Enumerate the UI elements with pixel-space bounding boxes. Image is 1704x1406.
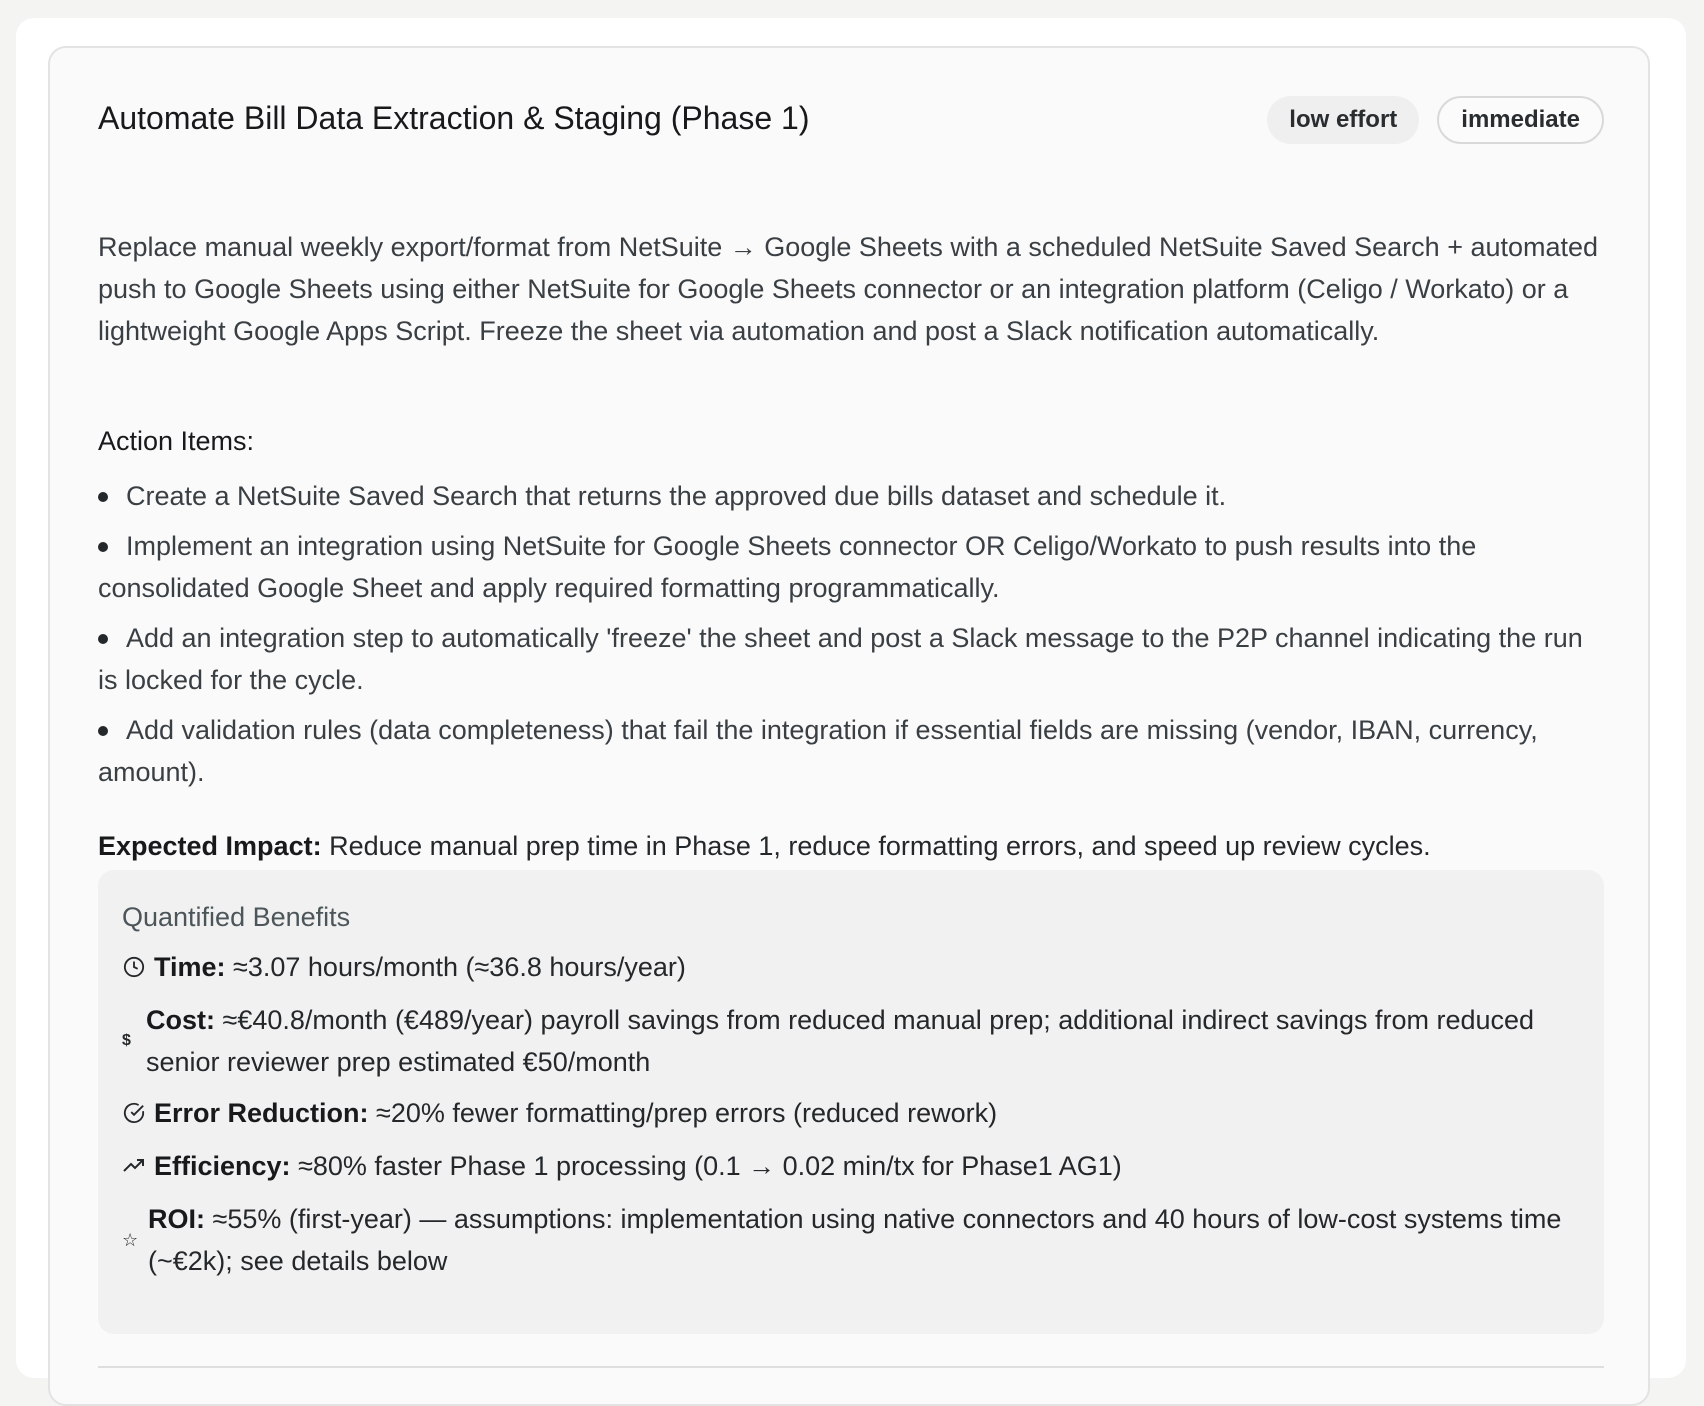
action-item: Add validation rules (data completeness) that fail the integration if essential fields are missing (vendor, IBAN, currency, amount). [98, 709, 1604, 793]
dollar-icon: $ [122, 1032, 131, 1049]
benefit-efficiency-text [154, 1145, 1122, 1187]
benefit-label: Time: [154, 952, 226, 982]
action-item: Add an integration step to automatically 'freeze' the sheet and post a Slack message to the P2P channel indicating the run is locked for the cycle. [98, 617, 1604, 701]
benefit-error-reduction-text [154, 1092, 997, 1134]
benefit-value: ≈€40.8/month (€489/year) payroll savings from reduced manual prep; additional indirect savings from reduced senior reviewer prep estimated €50/month [146, 1005, 1535, 1077]
quantified-benefits-heading: Quantified Benefits [122, 902, 351, 932]
action-item: Implement an integration using NetSuite for Google Sheets connector OR Celigo/Workato to push results into the consolidated Google Sheet and apply required formatting programmatically. [98, 525, 1604, 609]
benefit-value: ≈20% fewer formatting/prep errors (reduced rework) [376, 1098, 998, 1128]
benefit-value: ≈3.07 hours/month (≈36.8 hours/year) [233, 952, 686, 982]
star-icon: ☆ [122, 1230, 139, 1250]
clock-icon [122, 955, 146, 979]
benefit-roi [122, 1198, 1562, 1282]
expected-impact [98, 825, 1604, 867]
benefit-time-text [154, 946, 686, 988]
benefit-value: ≈55% (first-year) — assumptions: implementation using native connectors and 40 hours of low-cost systems time (~€2k); see details below [148, 1204, 1562, 1276]
card-description: Replace manual weekly export/format from NetSuite → Google Sheets with a scheduled NetSuite Saved Search + automated push to Google Sheets using either NetSuite for Google Sheets connector or an integration platform (Celigo / Workato) or a lightweight Google Apps Script. Freeze the sheet via automation and post a Slack notification automatically. [98, 232, 1599, 346]
badge-group [1267, 96, 1604, 144]
action-items-heading: Action Items: [98, 426, 255, 456]
expected-impact-text: Reduce manual prep time in Phase 1, reduce formatting errors, and speed up review cycles. [329, 831, 1431, 861]
benefit-label: ROI: [148, 1204, 205, 1234]
benefit-cost-text [146, 999, 1562, 1083]
action-item: Create a NetSuite Saved Search that returns the approved due bills dataset and schedule it. [98, 475, 1604, 517]
benefit-label: Error Reduction: [154, 1098, 369, 1128]
page-background [16, 18, 1686, 1378]
benefit-value: ≈80% faster Phase 1 processing (0.1 → 0.02 min/tx for Phase1 AG1) [298, 1151, 1122, 1181]
quantified-benefits-panel [98, 870, 1604, 1334]
recommendation-card [48, 46, 1650, 1406]
card-title: Automate Bill Data Extraction & Staging (Phase 1) [98, 100, 810, 136]
action-items-list [98, 475, 1604, 801]
benefit-label: Efficiency: [154, 1151, 291, 1181]
check-circle-icon [122, 1101, 146, 1125]
section-divider [98, 1366, 1604, 1368]
effort-badge: low effort [1267, 96, 1419, 144]
benefit-cost [122, 999, 1562, 1083]
timing-badge: immediate [1437, 96, 1604, 144]
benefit-efficiency [122, 1145, 1562, 1187]
trending-up-icon [122, 1154, 146, 1178]
benefit-roi-text [148, 1198, 1562, 1282]
benefit-error-reduction [122, 1092, 1562, 1134]
expected-impact-label: Expected Impact: [98, 831, 322, 861]
benefit-label: Cost: [146, 1005, 215, 1035]
benefit-time [122, 946, 1562, 988]
